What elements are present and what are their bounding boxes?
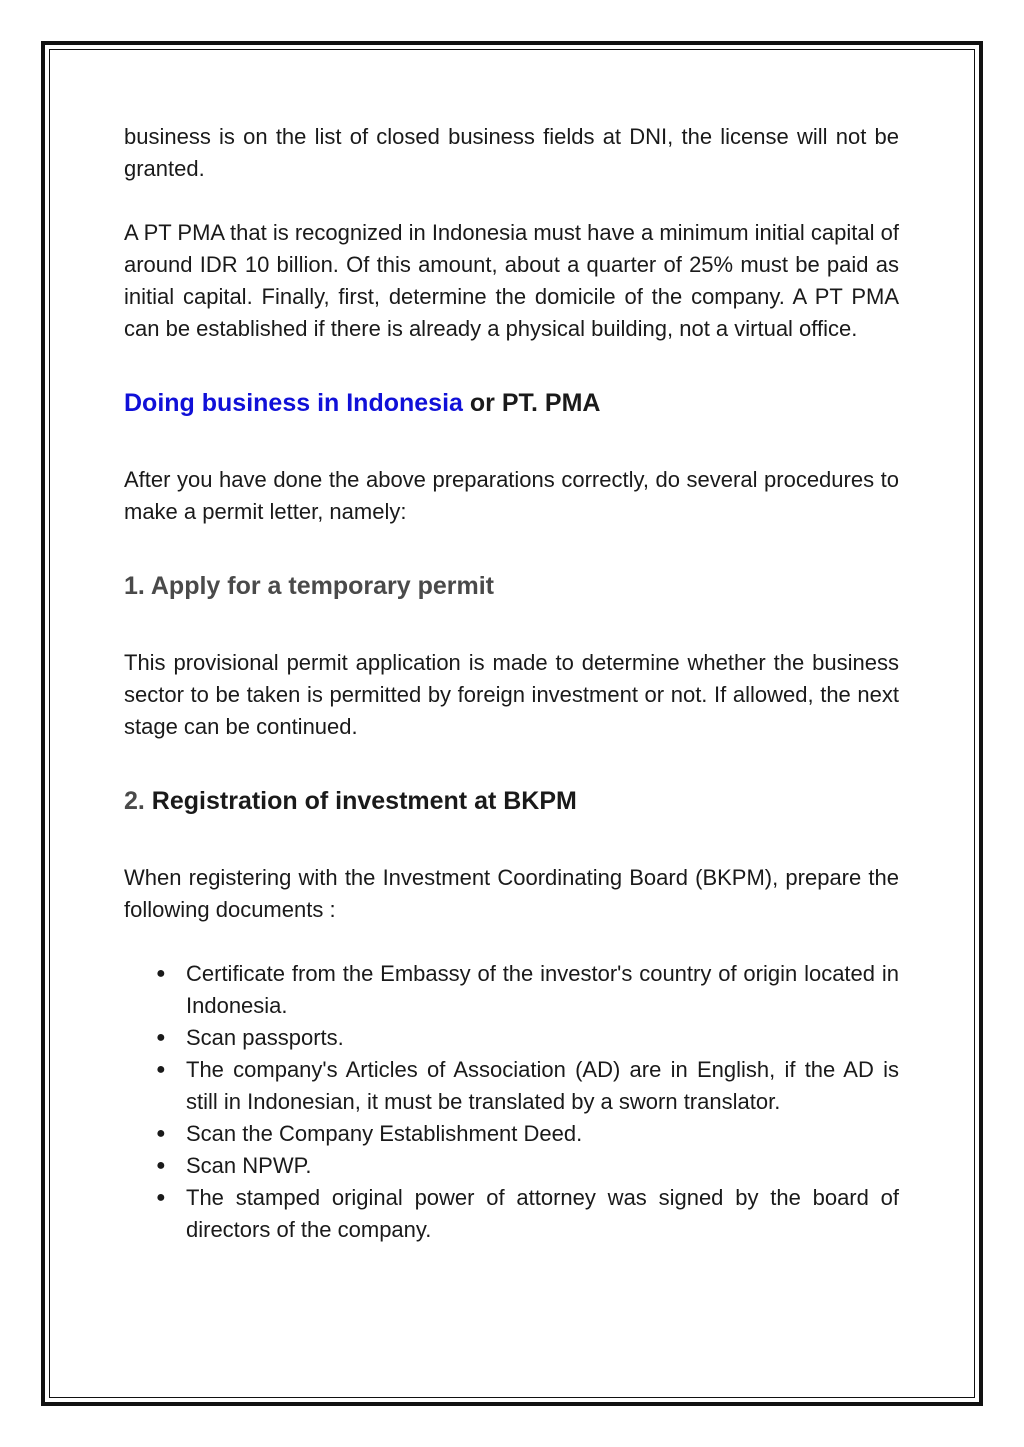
list-item-text: Scan the Company Establishment Deed.: [186, 1121, 583, 1146]
doing-business-link[interactable]: Doing business in Indonesia: [124, 389, 463, 417]
list-item-text: The company's Articles of Association (AD) are in English, if the AD is still in Indonesian, it must be translated by a sworn translator.: [186, 1057, 899, 1114]
paragraph-minimum-capital: A PT PMA that is recognized in Indonesia must have a minimum initial capital of around IDR 10 billion. Of this amount, about a quarter of 25% must be paid as initial capital. Finally, first, determine the domicile of the company. A PT PMA can be established if there is already a physical building, not a virtual office.: [124, 220, 899, 341]
document-content: [124, 121, 899, 1246]
list-item: [124, 1022, 899, 1054]
bullet-icon: ●: [156, 965, 166, 982]
heading-registration-bkpm: [124, 785, 899, 817]
bullet-icon: ●: [156, 1125, 166, 1142]
list-item-text: The stamped original power of attorney was signed by the board of directors of the company.: [186, 1185, 899, 1242]
bullet-icon: ●: [156, 1061, 166, 1078]
paragraph-procedures-intro: After you have done the above preparations correctly, do several procedures to make a permit letter, namely:: [124, 467, 899, 524]
bullet-icon: ●: [156, 1189, 166, 1206]
heading-registration-number: 2.: [124, 787, 145, 815]
bullet-icon: ●: [156, 1029, 166, 1046]
list-item: [124, 958, 899, 1022]
heading-temporary-permit: 1. Apply for a temporary permit: [124, 572, 494, 600]
heading-doing-business: [124, 387, 899, 419]
bullet-icon: ●: [156, 1157, 166, 1174]
list-item-text: Scan passports.: [186, 1025, 344, 1050]
paragraph-dni-license: business is on the list of closed business fields at DNI, the license will not be granted.: [124, 124, 899, 181]
list-item: [124, 1054, 899, 1118]
paragraph-bkpm-documents-intro: When registering with the Investment Coordinating Board (BKPM), prepare the following documents :: [124, 865, 899, 922]
list-item: [124, 1182, 899, 1246]
list-item-text: Certificate from the Embassy of the investor's country of origin located in Indonesia.: [186, 961, 899, 1018]
list-item: [124, 1150, 899, 1182]
documents-list: [124, 958, 899, 1246]
list-item-text: Scan NPWP.: [186, 1153, 312, 1178]
heading-doing-business-rest: or PT. PMA: [462, 389, 601, 417]
heading-registration-text: Registration of investment at BKPM: [144, 787, 577, 815]
paragraph-provisional-permit: This provisional permit application is made to determine whether the business sector to be taken is permitted by foreign investment or not. If allowed, the next stage can be continued.: [124, 650, 899, 739]
list-item: [124, 1118, 899, 1150]
